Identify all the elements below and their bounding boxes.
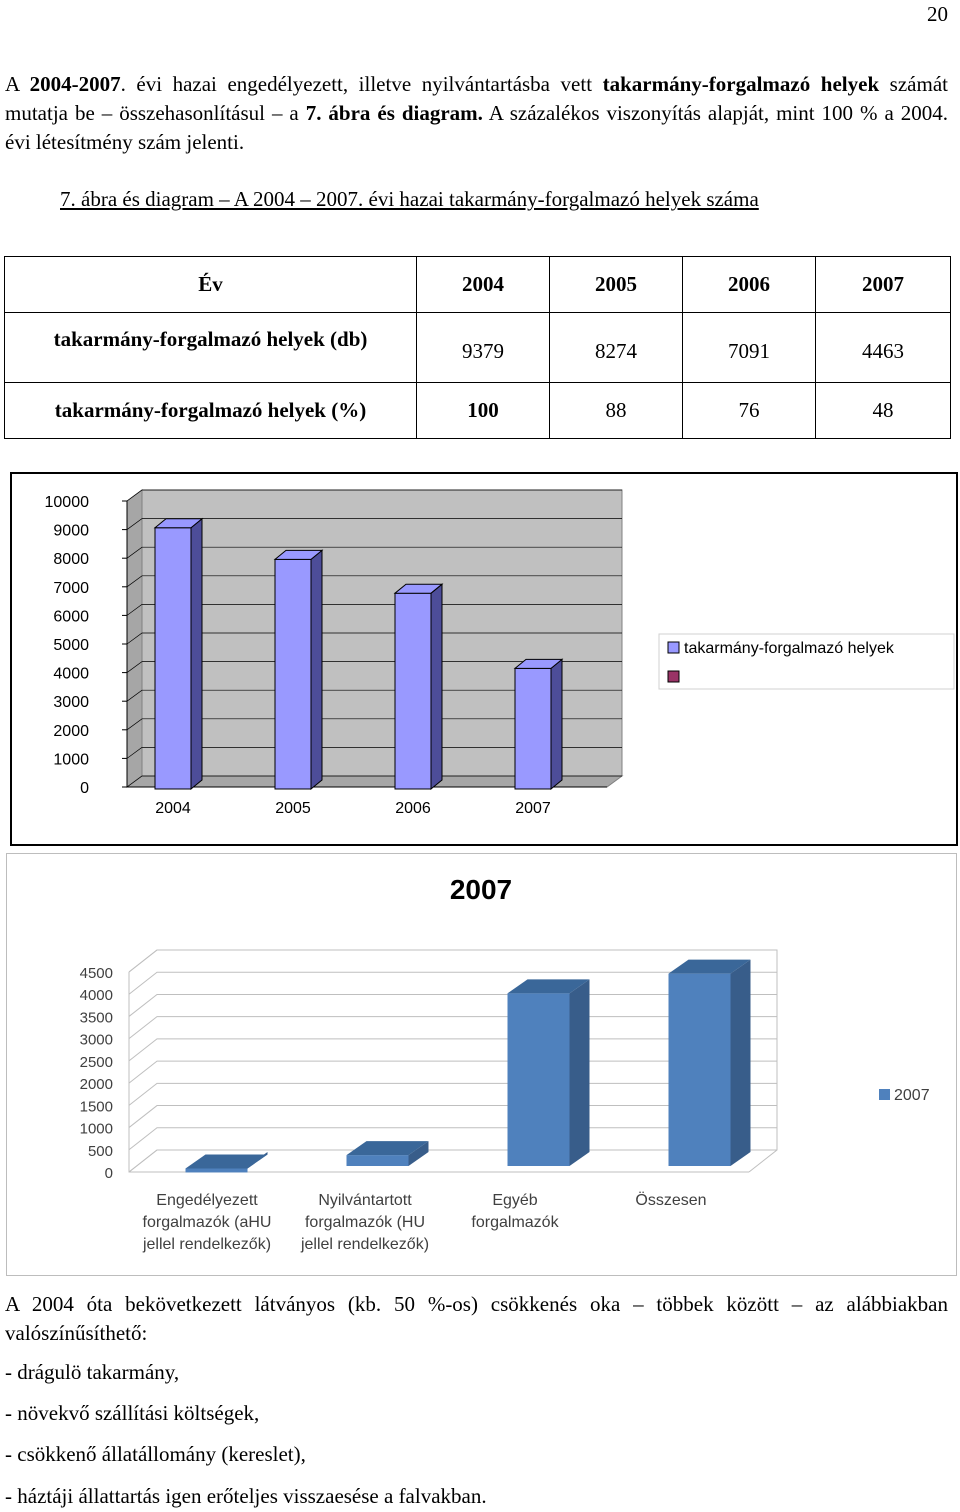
intro-text-4: A százalékos viszonyítás alapját, mint 100 % a 2004. évi létesítmény szám jelenti. xyxy=(5,101,949,154)
table-row-label: takarmány-forgalmazó helyek (%) xyxy=(5,383,417,439)
data-table xyxy=(4,256,951,439)
list-item: - háztáji állattartás igen erőteljes visszaesése a falvakban. xyxy=(5,1484,487,1508)
y-tick-label: 3500 xyxy=(79,1009,113,1027)
x-tick-label: 2004 xyxy=(155,800,191,817)
bar xyxy=(515,668,551,789)
intro-text-2: . évi hazai engedélyezett, illetve nyilvántartásba vett xyxy=(120,72,603,96)
bar-chart-2007 xyxy=(6,853,957,1276)
bar-top xyxy=(186,1154,268,1168)
legend-swatch xyxy=(879,1089,890,1100)
table-cell: 48 xyxy=(816,383,951,439)
y-tick-label: 4000 xyxy=(79,987,113,1005)
bar-side xyxy=(191,519,202,789)
intro-text-1: A xyxy=(5,72,30,96)
x-tick-label: Engedélyezett xyxy=(156,1192,258,1209)
conclusion-paragraph: A 2004 óta bekövetkezett látványos (kb. 50 %-os) csökkenés oka – többek között – az alábbiakban valószínűsíthető: xyxy=(5,1292,948,1345)
list-item: - csökkenő állatállomány (kereslet), xyxy=(5,1442,306,1466)
bar xyxy=(508,993,570,1166)
y-tick-label: 6000 xyxy=(53,608,89,626)
y-tick-label: 2000 xyxy=(79,1076,113,1094)
y-tick-label: 10000 xyxy=(44,494,89,511)
table-header-cell: 2004 xyxy=(417,257,550,313)
y-tick-label: 4000 xyxy=(53,665,89,683)
page-number: 20 xyxy=(927,2,948,26)
legend-swatch xyxy=(668,642,679,653)
table-row xyxy=(5,313,951,383)
y-tick-label: 0 xyxy=(104,1165,113,1182)
x-tick-label: 2006 xyxy=(395,800,431,817)
list-item: - drágulö takarmány, xyxy=(5,1360,180,1384)
x-tick-label: jellel rendelkezők) xyxy=(300,1236,430,1253)
x-tick-label: Egyéb xyxy=(492,1192,538,1209)
list-item: - növekvő szállítási költségek, xyxy=(5,1401,260,1425)
table-header-cell: 2006 xyxy=(683,257,816,313)
legend-label: takarmány-forgalmazó helyek xyxy=(684,640,894,657)
table-header-cell: 2005 xyxy=(550,257,683,313)
intro-text-3: számát mutatja be – összehasonlításul – a xyxy=(5,72,948,125)
intro-subject: takarmány-forgalmazó helyek xyxy=(602,72,880,96)
y-tick-label: 1000 xyxy=(53,751,89,769)
legend-swatch xyxy=(668,671,679,682)
table-cell: 88 xyxy=(550,383,683,439)
table-cell: 76 xyxy=(683,383,816,439)
y-tick-label: 3000 xyxy=(79,1031,113,1049)
table-row-label: takarmány-forgalmazó helyek (db) xyxy=(5,313,417,383)
bar-side xyxy=(311,550,322,789)
x-tick-label: Összesen xyxy=(635,1192,707,1209)
legend-label: 2007 xyxy=(894,1087,930,1104)
chart-front-edge xyxy=(129,972,749,1172)
x-tick-label: 2007 xyxy=(515,800,551,817)
bar-side xyxy=(431,584,442,789)
y-tick-label: 5000 xyxy=(53,637,89,654)
bar-side xyxy=(731,960,751,1166)
figure-caption: 7. ábra és diagram – A 2004 – 2007. évi hazai takarmány-forgalmazó helyek száma xyxy=(60,187,759,211)
y-tick-label: 2500 xyxy=(79,1053,113,1071)
y-tick-label: 500 xyxy=(87,1142,113,1160)
table-cell: 7091 xyxy=(683,313,816,383)
bar-side xyxy=(551,659,562,789)
bar xyxy=(275,559,311,789)
y-tick-label: 9000 xyxy=(53,522,89,540)
bar-side xyxy=(570,979,590,1166)
y-tick-label: 8000 xyxy=(53,551,89,569)
y-tick-label: 2000 xyxy=(53,722,89,740)
y-tick-label: 1500 xyxy=(79,1098,113,1116)
chart-title: 2007 xyxy=(449,874,513,905)
y-tick-label: 1000 xyxy=(79,1120,113,1138)
intro-years: 2004-2007 xyxy=(29,72,121,96)
x-tick-label: Nyilvántartott xyxy=(318,1192,412,1209)
intro-figure-ref: 7. ábra és diagram. xyxy=(305,101,483,125)
table-cell: 8274 xyxy=(550,313,683,383)
x-tick-label: forgalmazók xyxy=(471,1214,559,1231)
intro-paragraph xyxy=(5,70,948,157)
bar xyxy=(395,593,431,789)
x-tick-label: 2005 xyxy=(275,800,311,817)
table-row xyxy=(5,383,951,439)
y-tick-label: 7000 xyxy=(53,579,89,597)
table-header-cell: 2007 xyxy=(816,257,951,313)
bar xyxy=(669,974,731,1166)
table-cell: 4463 xyxy=(816,313,951,383)
table-cell: 9379 xyxy=(417,313,550,383)
x-tick-label: forgalmazók (aHU xyxy=(142,1214,272,1231)
bar xyxy=(155,528,191,789)
bar xyxy=(186,1168,248,1172)
y-tick-label: 3000 xyxy=(53,694,89,712)
x-tick-label: jellel rendelkezők) xyxy=(142,1236,272,1253)
bar-chart-2004-2007-svg xyxy=(12,474,956,844)
table-header-cell: Év xyxy=(5,257,417,313)
table-header-row xyxy=(5,257,951,313)
bar xyxy=(347,1155,409,1166)
x-tick-label: forgalmazók (HU xyxy=(304,1214,426,1231)
bar-chart-2004-2007 xyxy=(10,472,958,846)
y-tick-label: 4500 xyxy=(79,965,113,982)
table-cell: 100 xyxy=(417,383,550,439)
y-tick-label: 0 xyxy=(80,780,89,797)
bar-chart-2007-svg xyxy=(7,854,956,1275)
